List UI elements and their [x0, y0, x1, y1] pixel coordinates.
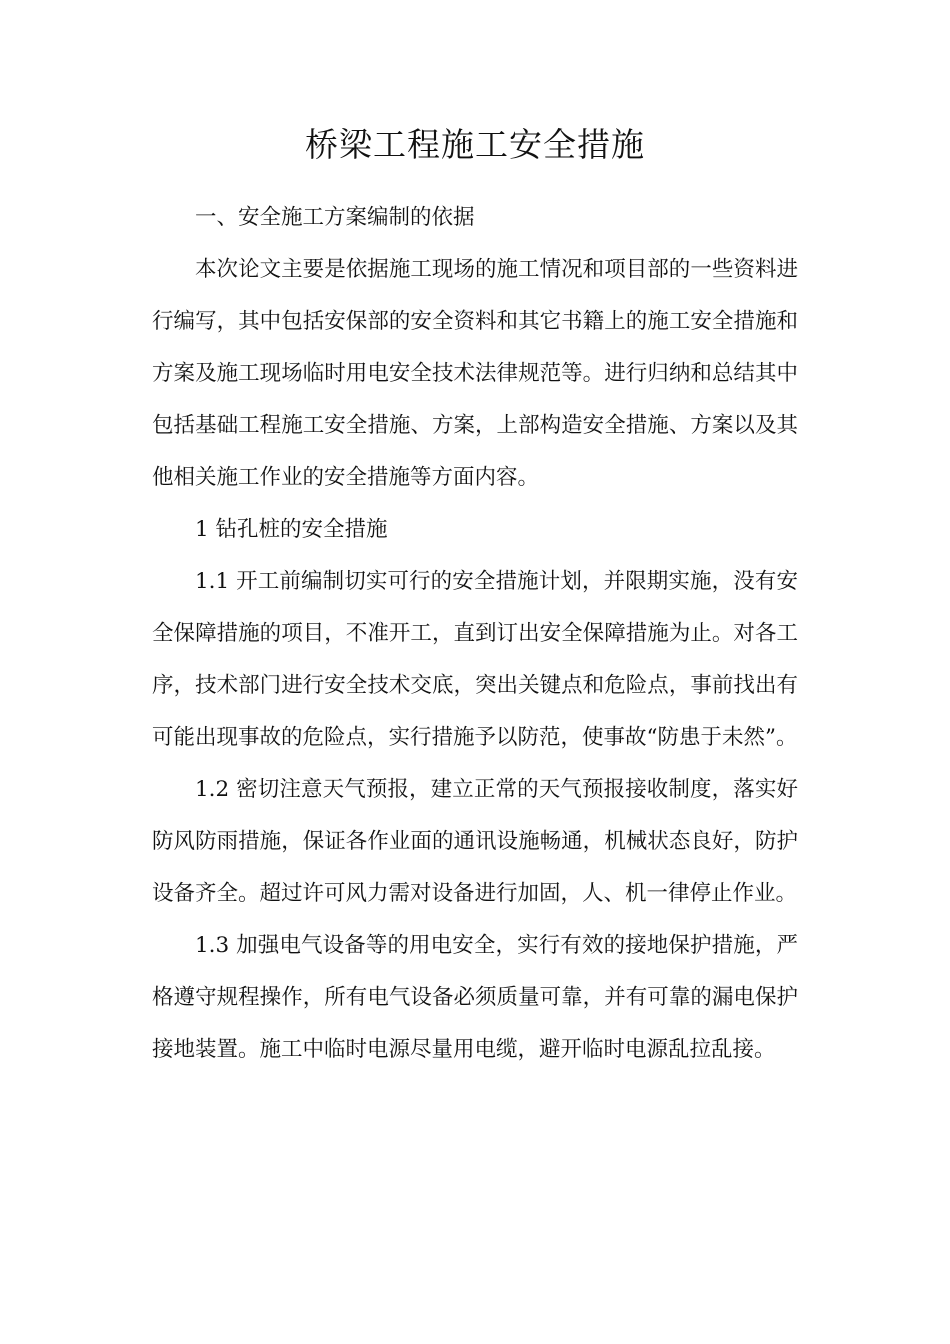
document-body: [152, 192, 798, 1076]
paragraph-1-1: 1.1 开工前编制切实可行的安全措施计划，并限期实施，没有安全保障措施的项目，不准开工，直到订出安全保障措施为止。对各工序，技术部门进行安全技术交底，突出关键点和危险点，事前找出有可能出现事故的危险点，实行措施予以防范，使事故“防患于未然”。: [152, 569, 798, 750]
paragraph-intro: 本次论文主要是依据施工现场的施工情况和项目部的一些资料进行编写，其中包括安保部的安全资料和其它书籍上的施工安全措施和方案及施工现场临时用电安全技术法律规范等。进行归纳和总结其中包括基础工程施工安全措施、方案，上部构造安全措施、方案以及其他相关施工作业的安全措施等方面内容。: [152, 257, 798, 490]
paragraph-1-2: 1.2 密切注意天气预报，建立正常的天气预报接收制度，落实好防风防雨措施，保证各作业面的通讯设施畅通，机械状态良好，防护设备齐全。超过许可风力需对设备进行加固，人、机一律停止作业。: [152, 777, 798, 906]
section-heading-basis: 一、安全施工方案编制的依据: [195, 205, 475, 230]
section-heading-bored-pile: 1 钻孔桩的安全措施: [195, 517, 388, 542]
document-title: 桥梁工程施工安全措施: [305, 125, 645, 164]
paragraph-1-3: 1.3 加强电气设备等的用电安全，实行有效的接地保护措施，严格遵守规程操作，所有电气设备必须质量可靠，并有可靠的漏电保护接地装置。施工中临时电源尽量用电缆，避开临时电源乱拉乱接。: [152, 933, 798, 1062]
